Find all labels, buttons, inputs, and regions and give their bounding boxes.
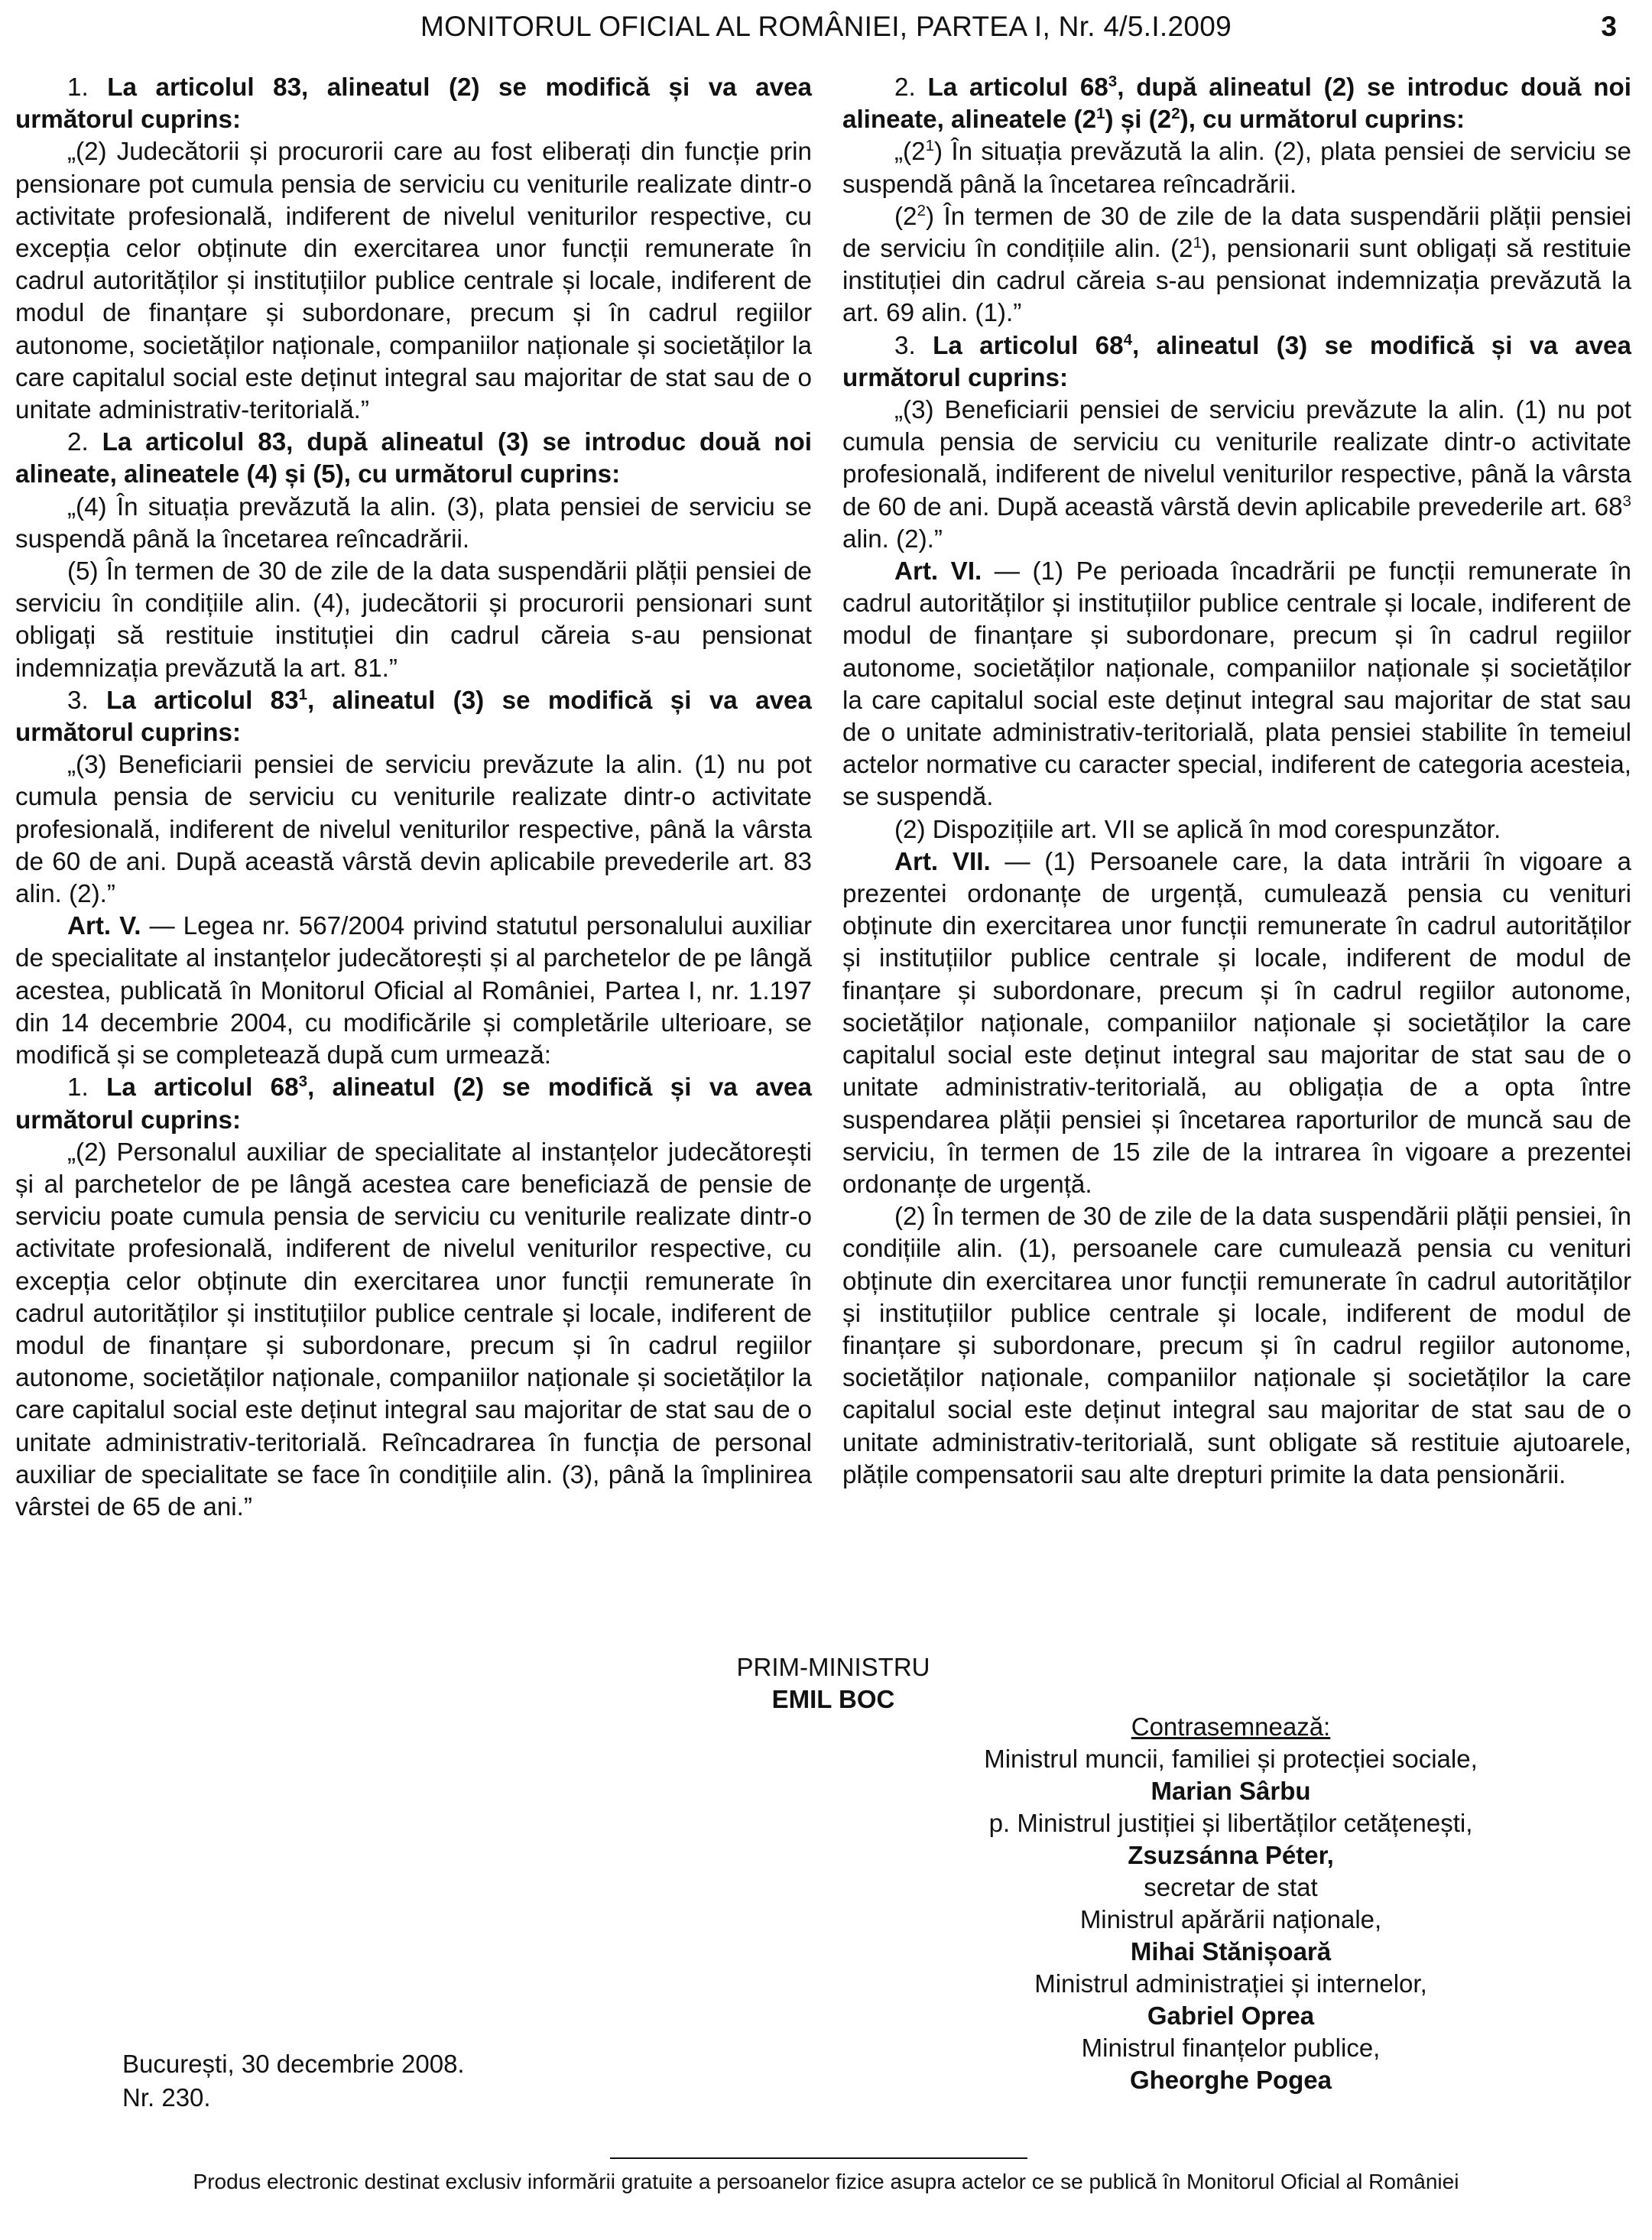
act-number: Nr. 230. bbox=[122, 2083, 211, 2112]
heading-part: La articolul 68 bbox=[106, 1073, 299, 1102]
paragraph: „(2) Personalul auxiliar de specialitate al instanțelor judecătorești și al parchetelor de pe lângă acestea care beneficiază de pensie de serviciu poate cumula pensia de serviciu cu veniturile realizate dintr-o activitate profesională, indiferent de nivelul veniturilor respective, cu excepția celor obținute din exercitarea unor funcții remunerate în cadrul autorităților și instituțiilor publice centrale și locale, indiferent de modul de finanțare și subordonare, precum și în cadrul regiilor autonome, societăților naționale, companiilor naționale și societăților la care capitalul social este deținut integral sau majoritar de stat sau de o unitate administrativ-teritorială. Reîncadrarea în funcția de personal auxiliar de specialitate se face în condițiile alin. (3), până la împlinirea vârstei de 65 de ani.” bbox=[15, 1138, 812, 1521]
item-number: 1. bbox=[67, 1073, 89, 1102]
heading-part: , alineatul (3) se modifică și va avea următorul cuprins: bbox=[842, 331, 1631, 392]
article-label: Art. V. bbox=[67, 912, 141, 941]
heading-part: ), cu următorul cuprins: bbox=[1180, 106, 1465, 135]
paragraph bbox=[842, 394, 1631, 556]
text-part: ) În termen de 30 de zile de la data suspendării plății pensiei de serviciu în condițiile alin. (2 bbox=[842, 202, 1631, 264]
article-paragraph bbox=[842, 846, 1631, 1201]
left-column bbox=[15, 72, 812, 1524]
heading-part: La articolul 68 bbox=[933, 331, 1124, 360]
minister-title: Ministrul finanțelor publice, bbox=[1081, 2034, 1381, 2062]
minister-name: Marian Sârbu bbox=[1151, 1777, 1311, 1805]
heading-part: , alineatul (3) se modifică și va avea următorul cuprins: bbox=[15, 686, 812, 748]
text-part: „(3) Beneficiarii pensiei de serviciu prevăzute la alin. (1) nu pot cumula pensia de serviciu cu veniturile realizate dintr-o activitate profesională, indiferent de nivelul veniturilor respective, până la vârsta de 60 de ani. După această vârstă devin aplicabile prevederile art. 68 bbox=[842, 396, 1631, 521]
heading-part: , alineatul (2) se modifică și va avea următorul cuprins: bbox=[15, 1073, 812, 1135]
place-date-line: București, 30 decembrie 2008. bbox=[122, 2050, 465, 2078]
right-column bbox=[842, 72, 1631, 1492]
amendment-heading: La articolul 83, după alineatul (3) se introduc două noi alineate, alineatele (4) și (5), cu următorul cuprins: bbox=[15, 428, 812, 489]
countersign-heading: Contrasemnează: bbox=[1131, 1712, 1331, 1741]
amendment-heading bbox=[842, 332, 1631, 392]
paragraph: „(3) Beneficiarii pensiei de serviciu prevăzute la alin. (1) nu pot cumula pensia de serviciu cu veniturile realizate dintr-o activitate profesională, indiferent de nivelul veniturilor respective, până la vârsta de 60 de ani. După această vârstă devin aplicabile prevederile art. 83 alin. (2).” bbox=[15, 751, 812, 909]
item-number: 2. bbox=[894, 73, 916, 102]
signatory-name: EMIL BOC bbox=[771, 1685, 895, 1713]
item-number: 1. bbox=[67, 73, 89, 102]
superscript: 2 bbox=[1171, 105, 1180, 123]
minister-name: Mihai Stănișoară bbox=[1130, 1937, 1332, 1966]
amendment-heading bbox=[15, 1073, 812, 1134]
superscript: 1 bbox=[298, 685, 308, 703]
paragraph bbox=[842, 330, 1631, 394]
paragraph bbox=[15, 427, 812, 491]
article-text: — (1) Pe perioada încadrării pe funcții remunerate în cadrul autorităților și instituțiilor publice centrale și locale, indiferent de modul de finanțare și subordonare, precum și în cadrul regiilor autonome, societăților naționale, companiilor naționale și societăților la care capitalul social este deținut integral sau majoritar de stat sau de o unitate administrativ-teritorială, plata pensiei stabilite în temeiul actelor normative cu caracter special, indiferent de categoria acesteia, se suspendă. bbox=[842, 557, 1631, 812]
minister-name: Gheorghe Pogea bbox=[1129, 2066, 1332, 2094]
heading-part: , după alineatul (2) se introduc două noi alineate, alineatele (2 bbox=[842, 73, 1631, 135]
minister-name: Zsuzsánna Péter, bbox=[1128, 1841, 1334, 1869]
publication-title: MONITORUL OFICIAL AL ROMÂNIEI, PARTEA I, Nr. 4/5.I.2009 bbox=[420, 11, 1232, 42]
footer-note: Produs electronic destinat exclusiv informării gratuite a persoanelor fizice asupra actelor ce se publică în Monitorul Oficial al României bbox=[193, 2170, 1459, 2193]
paragraph: (5) În termen de 30 de zile de la data suspendării plății pensiei de serviciu în condițiile alin. (4), judecătorii și procurorii pensionari sunt obligați să restituie instituției din cadrul căreia s-au pensionat indemnizația prevăzută la art. 81.” bbox=[15, 557, 812, 683]
minister-title: Ministrul apărării naționale, bbox=[1079, 1905, 1382, 1933]
article-label: Art. VII. bbox=[894, 847, 991, 876]
article-text: — Legea nr. 567/2004 privind statutul personalului auxiliar de specialitate al instanțelor judecătorești și al parchetelor de pe lângă acestea, publicată în Monitorul Oficial al României, Partea I, nr. 1.197 din 14 decembrie 2004, cu modificările și completările ulterioare, se modifică și se completează după cum urmează: bbox=[15, 912, 812, 1070]
amendment-heading bbox=[15, 687, 812, 747]
paragraph: „(4) În situația prevăzută la alin. (3), plata pensiei de serviciu se suspendă până la încetarea reîncadrării. bbox=[15, 492, 812, 554]
paragraph: (2) În termen de 30 de zile de la data suspendării plății pensiei, în condițiile alin. (1), persoanele care cumulează pensia cu venituri obținute din exercitarea unor funcții remunerate în cadrul autorităților și instituțiilor publice centrale și locale, indiferent de modul de finanțare și subordonare, precum și în cadrul regiilor autonome, societăților naționale, companiilor naționale și societăților la care capitalul social este deținut integral sau majoritar de stat sau de o unitate administrativ-teritorială, sunt obligate să restituie ajutoarele, plățile compensatorii sau alte drepturi primite la data pensionării. bbox=[842, 1203, 1631, 1489]
page-number: 3 bbox=[1601, 11, 1617, 42]
amendment-heading: La articolul 83, alineatul (2) se modifică și va avea următorul cuprins: bbox=[15, 73, 812, 135]
superscript: 3 bbox=[1108, 72, 1118, 90]
superscript: 2 bbox=[917, 201, 926, 219]
footer-divider bbox=[610, 2157, 1027, 2159]
text-part: alin. (2).” bbox=[842, 524, 943, 554]
heading-part: ) și (2 bbox=[1105, 106, 1172, 135]
paragraph: „(2) Judecătorii și procurorii care au fost eliberați din funcție prin pensionare pot cumula pensia de serviciu cu veniturile realizate dintr-o activitate profesională, indiferent de nivelul veniturilor respective, cu excepția celor obținute din exercitarea unor funcții remunerate în cadrul autorităților și instituțiilor publice centrale și locale, indiferent de modul de finanțare și subordonare, precum și în cadrul regiilor autonome, societăților naționale, companiilor naționale și societăților la care capitalul social este deținut integral sau majoritar de stat sau de o unitate administrativ-teritorială.” bbox=[15, 138, 812, 425]
article-text: — (1) Persoanele care, la data intrării în vigoare a prezentei ordonanțe de urgență, cumulează pensia cu venituri obținute din exercitarea unor funcții remunerate în cadrul autorităților și instituțiilor publice centrale și locale, indiferent de modul de finanțare și subordonare, precum și în cadrul regiilor autonome, societăților naționale, companiilor naționale și societăților la care capitalul social este deținut integral sau majoritar de stat sau de o unitate administrativ-teritorială, au obligația de a opta între suspendarea plății pensiei și încetarea raporturilor de muncă sau de serviciu, în termen de 15 zile de la intrarea în vigoare a prezentei ordonanțe de urgență. bbox=[842, 847, 1631, 1199]
amendment-heading bbox=[842, 73, 1631, 134]
superscript: 1 bbox=[1193, 233, 1202, 252]
countersignatures bbox=[902, 1711, 1560, 2096]
place-and-date bbox=[122, 2047, 465, 2115]
superscript: 3 bbox=[1622, 492, 1631, 510]
minister-name: Gabriel Oprea bbox=[1147, 2001, 1315, 2030]
article-label: Art. VI. bbox=[894, 557, 982, 586]
paragraph bbox=[842, 201, 1631, 330]
paragraph bbox=[15, 72, 812, 136]
minister-subtitle: secretar de stat bbox=[1144, 1873, 1318, 1901]
article-paragraph bbox=[15, 911, 812, 1072]
superscript: 1 bbox=[1096, 105, 1105, 123]
text-part: „(2 bbox=[894, 138, 926, 167]
minister-title: Ministrul administrației și internelor, bbox=[1034, 1969, 1427, 1998]
prime-minister-signature bbox=[688, 1651, 979, 1716]
superscript: 1 bbox=[925, 137, 935, 155]
page-header bbox=[0, 11, 1652, 50]
paragraph bbox=[842, 72, 1631, 136]
paragraph bbox=[15, 1072, 812, 1136]
minister-title: Ministrul muncii, familiei și protecției sociale, bbox=[984, 1745, 1478, 1773]
superscript: 3 bbox=[298, 1073, 308, 1091]
text-part: (2 bbox=[894, 202, 917, 231]
superscript: 4 bbox=[1123, 330, 1133, 349]
signatory-role: PRIM-MINISTRU bbox=[736, 1653, 930, 1681]
item-number: 2. bbox=[67, 428, 89, 457]
item-number: 3. bbox=[894, 331, 916, 360]
article-paragraph bbox=[842, 556, 1631, 814]
text-part: ) În situația prevăzută la alin. (2), plata pensiei de serviciu se suspendă până la încetarea reîncadrării. bbox=[842, 138, 1631, 199]
paragraph bbox=[842, 136, 1631, 200]
heading-part: La articolul 68 bbox=[927, 73, 1108, 102]
paragraph bbox=[15, 685, 812, 749]
item-number: 3. bbox=[67, 686, 89, 715]
minister-title: p. Ministrul justiției și libertăților cetățenești, bbox=[988, 1809, 1473, 1837]
paragraph: (2) Dispozițiile art. VII se aplică în mod corespunzător. bbox=[894, 815, 1501, 844]
heading-part: La articolul 83 bbox=[106, 686, 299, 715]
text-part: ), pensionarii sunt obligați să restituie instituției din cadrul căreia s-au pensionat indemnizația prevăzută la art. 69 alin. (1).” bbox=[842, 235, 1631, 328]
